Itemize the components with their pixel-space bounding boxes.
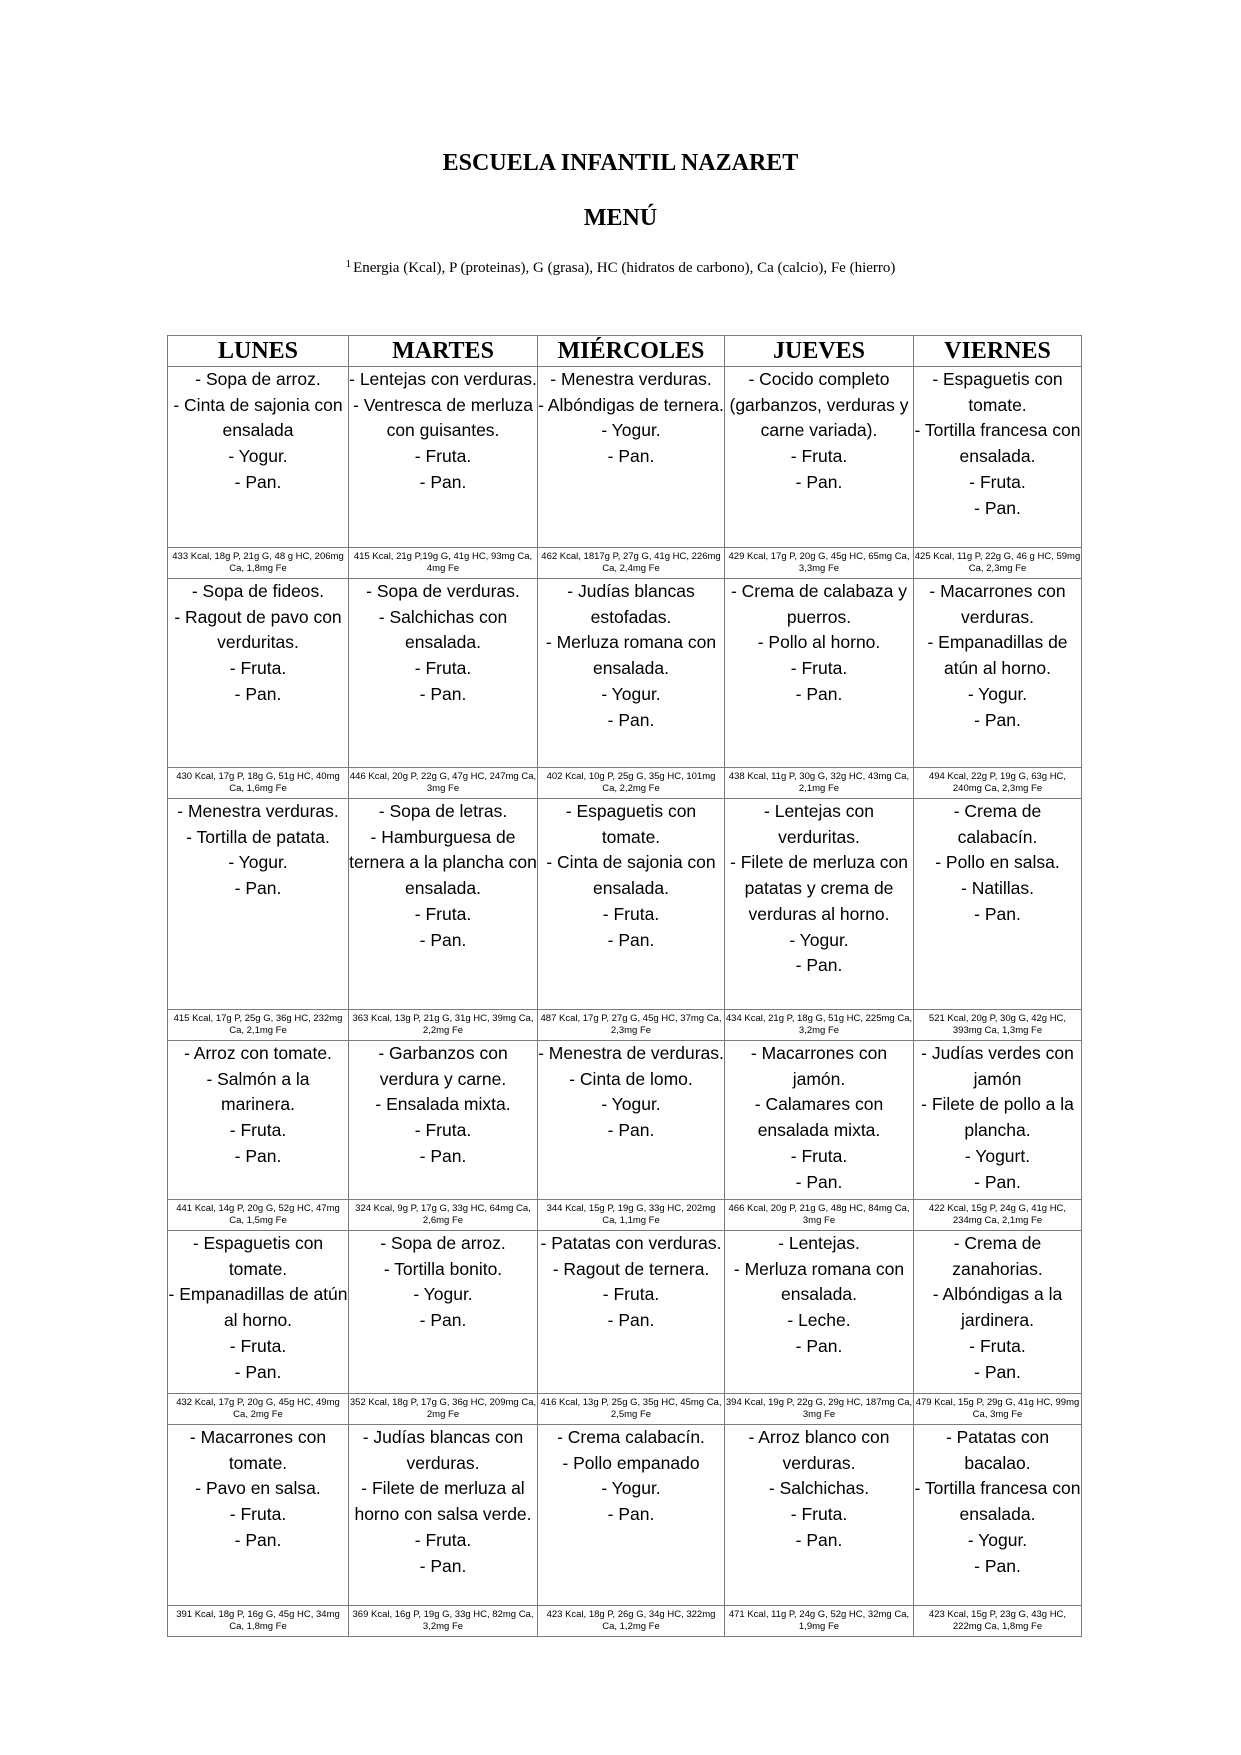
dish-row	[168, 1425, 1082, 1606]
dish-item: - Fruta.	[414, 446, 472, 467]
nutrition-row	[168, 768, 1082, 799]
dish-item: - Yogurt.	[964, 1145, 1031, 1166]
dish-cell	[538, 1425, 725, 1606]
dish-item: - Fruta.	[229, 1504, 287, 1525]
dish-item: - Pan.	[974, 497, 1021, 518]
dish-cell	[349, 1231, 538, 1394]
dish-item: - Pan.	[419, 683, 467, 704]
nutrition-cell: 352 Kcal, 18g P, 17g G, 36g HC, 209mg Ca, 2mg Fe	[349, 1394, 538, 1425]
dish-item: - Fruta.	[414, 903, 472, 924]
dish-item: - Cocido completo (garbanzos, verduras y carne variada).	[729, 369, 909, 441]
dish-item: - Tortilla francesa con ensalada.	[914, 1478, 1081, 1525]
dish-cell	[349, 1425, 538, 1606]
dish-item: - Pan.	[795, 471, 843, 492]
dish-item: - Pan.	[795, 1171, 843, 1192]
dish-item: - Fruta.	[969, 1335, 1026, 1356]
nutrition-legend	[0, 258, 1241, 277]
dish-item: - Sopa de letras.	[378, 801, 508, 821]
dish-item: - Pan.	[607, 709, 655, 730]
dish-cell	[349, 579, 538, 768]
dish-row	[168, 1231, 1082, 1394]
dish-item: - Pan.	[419, 471, 467, 492]
dish-cell	[168, 1231, 349, 1394]
menu-table	[167, 335, 1082, 1637]
dish-item: - Yogur.	[789, 929, 849, 950]
dish-cell	[349, 1041, 538, 1200]
day-header-lunes: LUNES	[168, 336, 349, 367]
dish-item: - Fruta.	[414, 658, 472, 679]
day-header-miercoles: MIÉRCOLES	[538, 336, 725, 367]
dish-cell	[168, 1041, 349, 1200]
nutrition-cell: 324 Kcal, 9g P, 17g G, 33g HC, 64mg Ca, 2,6mg Fe	[349, 1200, 538, 1231]
dish-item: - Pan.	[974, 709, 1021, 730]
dish-cell	[725, 1041, 914, 1200]
dish-cell	[914, 579, 1082, 768]
dish-cell	[725, 1425, 914, 1606]
dish-item: - Pollo empanado	[562, 1452, 700, 1473]
dish-item: - Pan.	[607, 446, 655, 467]
dish-cell	[538, 579, 725, 768]
dish-item: - Yogur.	[413, 1284, 473, 1305]
nutrition-cell: 402 Kcal, 10g P, 25g G, 35g HC, 101mg Ca, 2,2mg Fe	[538, 768, 725, 799]
dish-item: - Empanadillas de atún al horno.	[927, 632, 1068, 679]
dish-item: - Ragout de pavo con verduritas.	[174, 606, 342, 653]
nutrition-cell: 462 Kcal, 1817g P, 27g G, 41g HC, 226mg Ca, 2,4mg Fe	[538, 548, 725, 579]
dish-item: - Salchichas con ensalada.	[378, 606, 508, 653]
dish-item: - Pan.	[234, 1145, 282, 1166]
dish-item: - Patatas con bacalao.	[945, 1427, 1050, 1473]
dish-item: - Pan.	[607, 1504, 655, 1525]
dish-item: - Natillas.	[961, 878, 1034, 899]
dish-item: - Espaguetis con tomate.	[192, 1233, 324, 1279]
dish-cell	[914, 799, 1082, 1010]
nutrition-cell: 438 Kcal, 11g P, 30g G, 32g HC, 43mg Ca, 2,1mg Fe	[725, 768, 914, 799]
dish-item: - Fruta.	[414, 1529, 472, 1550]
dish-item: - Tortilla francesa con ensalada.	[914, 420, 1081, 467]
dish-item: - Macarrones con tomate.	[189, 1427, 327, 1473]
dish-cell	[538, 1231, 725, 1394]
dish-cell	[168, 1425, 349, 1606]
dish-cell	[725, 367, 914, 548]
day-header-jueves: JUEVES	[725, 336, 914, 367]
dish-item: - Menestra de verduras.	[538, 1043, 724, 1063]
dish-item: - Pan.	[419, 1555, 467, 1576]
dish-item: - Sopa de verduras.	[366, 581, 520, 601]
dish-item: - Fruta.	[790, 658, 848, 679]
dish-item: - Judías blancas con verduras.	[362, 1427, 524, 1473]
dish-item: - Pan.	[974, 1555, 1021, 1576]
dish-row	[168, 579, 1082, 768]
nutrition-cell: 369 Kcal, 16g P, 19g G, 33g HC, 82mg Ca, 3,2mg Fe	[349, 1606, 538, 1637]
nutrition-cell: 487 Kcal, 17g P, 27g G, 45g HC, 37mg Ca, 2,3mg Fe	[538, 1010, 725, 1041]
dish-cell	[538, 367, 725, 548]
dish-cell	[168, 579, 349, 768]
dish-item: - Pollo en salsa.	[935, 852, 1060, 873]
dish-cell	[725, 1231, 914, 1394]
dish-item: - Hamburguesa de ternera a la plancha con ensalada.	[349, 826, 537, 899]
dish-row	[168, 367, 1082, 548]
dish-cell	[349, 799, 538, 1010]
dish-item: - Menestra verduras.	[550, 369, 712, 389]
nutrition-row	[168, 1394, 1082, 1425]
school-title: ESCUELA INFANTIL NAZARET	[442, 150, 799, 176]
dish-item: - Pan.	[419, 929, 467, 950]
dish-item: - Ragout de ternera.	[552, 1258, 710, 1279]
dish-item: - Merluza romana con ensalada.	[545, 632, 717, 679]
dish-item: - Crema de calabacín.	[953, 801, 1042, 847]
nutrition-cell: 433 Kcal, 18g P, 21g G, 48 g HC, 206mg Ca, 1,8mg Fe	[168, 548, 349, 579]
dish-item: - Cinta de sajonia con ensalada	[173, 394, 343, 441]
dish-item: - Tortilla bonito.	[383, 1258, 503, 1279]
dish-item: - Leche.	[787, 1310, 851, 1331]
dish-item: - Filete de merluza con patatas y crema de verduras al horno.	[730, 852, 908, 924]
dish-item: - Sopa de fideos.	[191, 581, 325, 601]
nutrition-cell: 415 Kcal, 17g P, 25g G, 36g HC, 232mg Ca, 2,1mg Fe	[168, 1010, 349, 1041]
dish-item: - Cinta de sajonia con ensalada.	[546, 852, 716, 899]
dish-item: - Pan.	[234, 1361, 282, 1382]
nutrition-cell: 391 Kcal, 18g P, 16g G, 45g HC, 34mg Ca, 1,8mg Fe	[168, 1606, 349, 1637]
nutrition-cell: 363 Kcal, 13g P, 21g G, 31g HC, 39mg Ca, 2,2mg Fe	[349, 1010, 538, 1041]
dish-item: - Yogur.	[967, 1529, 1028, 1550]
dish-item: - Tortilla de patata.	[186, 826, 330, 847]
dish-cell	[725, 579, 914, 768]
nutrition-row	[168, 1010, 1082, 1041]
dish-item: - Pan.	[607, 1310, 655, 1331]
dish-item: - Yogur.	[601, 1094, 661, 1115]
dish-item: - Yogur.	[228, 852, 288, 873]
dish-item: - Pan.	[795, 1335, 843, 1356]
footnote-text: Energia (Kcal), P (proteinas), G (grasa), HC (hidratos de carbono), Ca (calcio), Fe (hierro)	[353, 260, 896, 276]
dish-item: - Macarrones con jamón.	[750, 1043, 888, 1089]
dish-cell	[168, 799, 349, 1010]
dish-item: - Pan.	[234, 1529, 282, 1550]
dish-cell	[914, 1231, 1082, 1394]
dish-item: - Garbanzos con verdura y carne.	[378, 1043, 508, 1089]
dish-item: - Fruta.	[790, 446, 848, 467]
dish-item: - Salmón a la marinera.	[206, 1068, 310, 1115]
dish-item: - Filete de merluza al horno con salsa verde.	[354, 1478, 532, 1525]
nutrition-cell: 432 Kcal, 17g P, 20g G, 45g HC, 49mg Ca, 2mg Fe	[168, 1394, 349, 1425]
nutrition-cell: 344 Kcal, 15g P, 19g G, 33g HC, 202mg Ca, 1,1mg Fe	[538, 1200, 725, 1231]
nutrition-cell: 434 Kcal, 21g P, 18g G, 51g HC, 225mg Ca, 3,2mg Fe	[725, 1010, 914, 1041]
dish-item: - Fruta.	[790, 1504, 848, 1525]
dish-item: - Patatas con verduras.	[540, 1233, 722, 1253]
dish-item: - Pan.	[974, 903, 1021, 924]
dish-item: - Yogur.	[601, 1478, 661, 1499]
dish-item: - Pan.	[974, 1171, 1021, 1192]
dish-item: - Arroz blanco con verduras.	[748, 1427, 890, 1473]
dish-item: - Empanadillas de atún al horno.	[168, 1284, 348, 1331]
nutrition-cell: 471 Kcal, 11g P, 24g G, 52g HC, 32mg Ca, 1,9mg Fe	[725, 1606, 914, 1637]
dish-item: - Cinta de lomo.	[569, 1068, 693, 1089]
nutrition-cell: 441 Kcal, 14g P, 20g G, 52g HC, 47mg Ca, 1,5mg Fe	[168, 1200, 349, 1231]
day-header-martes: MARTES	[349, 336, 538, 367]
dish-item: - Albóndigas a la jardinera.	[932, 1284, 1063, 1331]
dish-item: - Crema calabacín.	[557, 1427, 705, 1447]
nutrition-cell: 422 Kcal, 15g P, 24g G, 41g HC, 234mg Ca, 2,1mg Fe	[914, 1200, 1082, 1231]
dish-item: - Pan.	[795, 683, 843, 704]
nutrition-row	[168, 1606, 1082, 1637]
dish-item: - Espaguetis con tomate.	[932, 369, 1063, 415]
dish-cell	[538, 799, 725, 1010]
dish-row	[168, 1041, 1082, 1200]
dish-item: - Pan.	[607, 1120, 655, 1141]
nutrition-cell: 394 Kcal, 19g P, 22g G, 29g HC, 187mg Ca, 3mg Fe	[725, 1394, 914, 1425]
dish-item: - Pan.	[419, 1145, 467, 1166]
dish-item: - Crema de calabaza y puerros.	[730, 581, 908, 627]
dish-item: - Fruta.	[229, 1120, 287, 1141]
dish-item: - Fruta.	[602, 903, 660, 924]
dish-cell	[168, 367, 349, 548]
dish-item: - Ensalada mixta.	[375, 1094, 511, 1115]
footnote-mark: 1	[345, 258, 352, 270]
dish-item: - Yogur.	[601, 420, 661, 441]
nutrition-cell: 423 Kcal, 18g P, 26g G, 34g HC, 322mg Ca, 1,2mg Fe	[538, 1606, 725, 1637]
dish-item: - Crema de zanahorias.	[952, 1233, 1043, 1279]
dish-item: - Pan.	[795, 955, 843, 976]
dish-item: - Sopa de arroz.	[195, 369, 321, 389]
dish-item: - Espaguetis con tomate.	[565, 801, 697, 847]
nutrition-cell: 416 Kcal, 13g P, 25g G, 35g HC, 45mg Ca, 2,5mg Fe	[538, 1394, 725, 1425]
dish-item: - Albóndigas de ternera.	[538, 394, 724, 415]
dish-item: - Fruta.	[969, 471, 1026, 492]
dish-item: - Arroz con tomate.	[184, 1043, 332, 1063]
dish-item: - Ventresca de merluza con guisantes.	[353, 394, 533, 441]
dish-cell	[914, 1041, 1082, 1200]
dish-item: - Judías verdes con jamón	[921, 1043, 1074, 1089]
dish-cell	[725, 799, 914, 1010]
dish-cell	[538, 1041, 725, 1200]
dish-item: - Pollo al horno.	[757, 632, 881, 653]
nutrition-row	[168, 1200, 1082, 1231]
nutrition-cell: 429 Kcal, 17g P, 20g G, 45g HC, 65mg Ca, 3,3mg Fe	[725, 548, 914, 579]
dish-item: - Pan.	[234, 471, 282, 492]
nutrition-cell: 430 Kcal, 17g P, 18g G, 51g HC, 40mg Ca, 1,6mg Fe	[168, 768, 349, 799]
dish-item: - Fruta.	[602, 1284, 660, 1305]
nutrition-cell: 415 Kcal, 21g P,19g G, 41g HC, 93mg Ca, 4mg Fe	[349, 548, 538, 579]
dish-item: - Yogur.	[601, 683, 661, 704]
day-header-viernes: VIERNES	[914, 336, 1082, 367]
dish-item: - Judías blancas estofadas.	[567, 581, 695, 627]
dish-row	[168, 799, 1082, 1010]
nutrition-cell: 479 Kcal, 15g P, 29g G, 41g HC, 99mg Ca, 3mg Fe	[914, 1394, 1082, 1425]
nutrition-cell: 425 Kcal, 11g P, 22g G, 46 g HC, 59mg Ca, 2,3mg Fe	[914, 548, 1082, 579]
dish-item: - Pan.	[795, 1529, 843, 1550]
dish-item: - Calamares con ensalada mixta.	[754, 1094, 884, 1141]
dish-item: - Pan.	[974, 1361, 1021, 1382]
dish-item: - Salchichas.	[768, 1478, 870, 1499]
dish-item: - Fruta.	[229, 658, 287, 679]
menu-body	[168, 367, 1082, 1637]
dish-item: - Lentejas con verduritas.	[764, 801, 874, 847]
nutrition-cell: 521 Kcal, 20g P, 30g G, 42g HC, 393mg Ca, 1,3mg Fe	[914, 1010, 1082, 1041]
dish-item: - Pan.	[234, 683, 282, 704]
dish-item: - Lentejas.	[778, 1233, 860, 1253]
nutrition-cell: 446 Kcal, 20g P, 22g G, 47g HC, 247mg Ca, 3mg Fe	[349, 768, 538, 799]
dish-item: - Fruta.	[414, 1120, 472, 1141]
day-header-row	[168, 336, 1082, 367]
dish-item: - Macarrones con verduras.	[929, 581, 1066, 627]
dish-item: - Pan.	[419, 1310, 467, 1331]
nutrition-cell: 423 Kcal, 15g P, 23g G, 43g HC, 222mg Ca, 1,8mg Fe	[914, 1606, 1082, 1637]
menu-title: MENÚ	[583, 205, 658, 231]
dish-item: - Lentejas con verduras.	[349, 369, 537, 389]
dish-item: - Pan.	[234, 878, 282, 899]
dish-cell	[349, 367, 538, 548]
dish-item: - Filete de pollo a la plancha.	[921, 1094, 1074, 1141]
dish-item: - Pan.	[607, 929, 655, 950]
dish-item: - Fruta.	[790, 1145, 848, 1166]
nutrition-row	[168, 548, 1082, 579]
dish-item: - Yogur.	[228, 446, 288, 467]
dish-item: - Yogur.	[967, 683, 1028, 704]
dish-item: - Sopa de arroz.	[380, 1233, 506, 1253]
nutrition-cell: 466 Kcal, 20g P, 21g G, 48g HC, 84mg Ca, 3mg Fe	[725, 1200, 914, 1231]
dish-item: - Pavo en salsa.	[195, 1478, 321, 1499]
nutrition-cell: 494 Kcal, 22g P, 19g G, 63g HC, 240mg Ca, 2,3mg Fe	[914, 768, 1082, 799]
dish-item: - Fruta.	[229, 1335, 287, 1356]
dish-cell	[914, 367, 1082, 548]
dish-cell	[914, 1425, 1082, 1606]
dish-item: - Menestra verduras.	[177, 801, 339, 821]
dish-item: - Merluza romana con ensalada.	[733, 1258, 905, 1305]
